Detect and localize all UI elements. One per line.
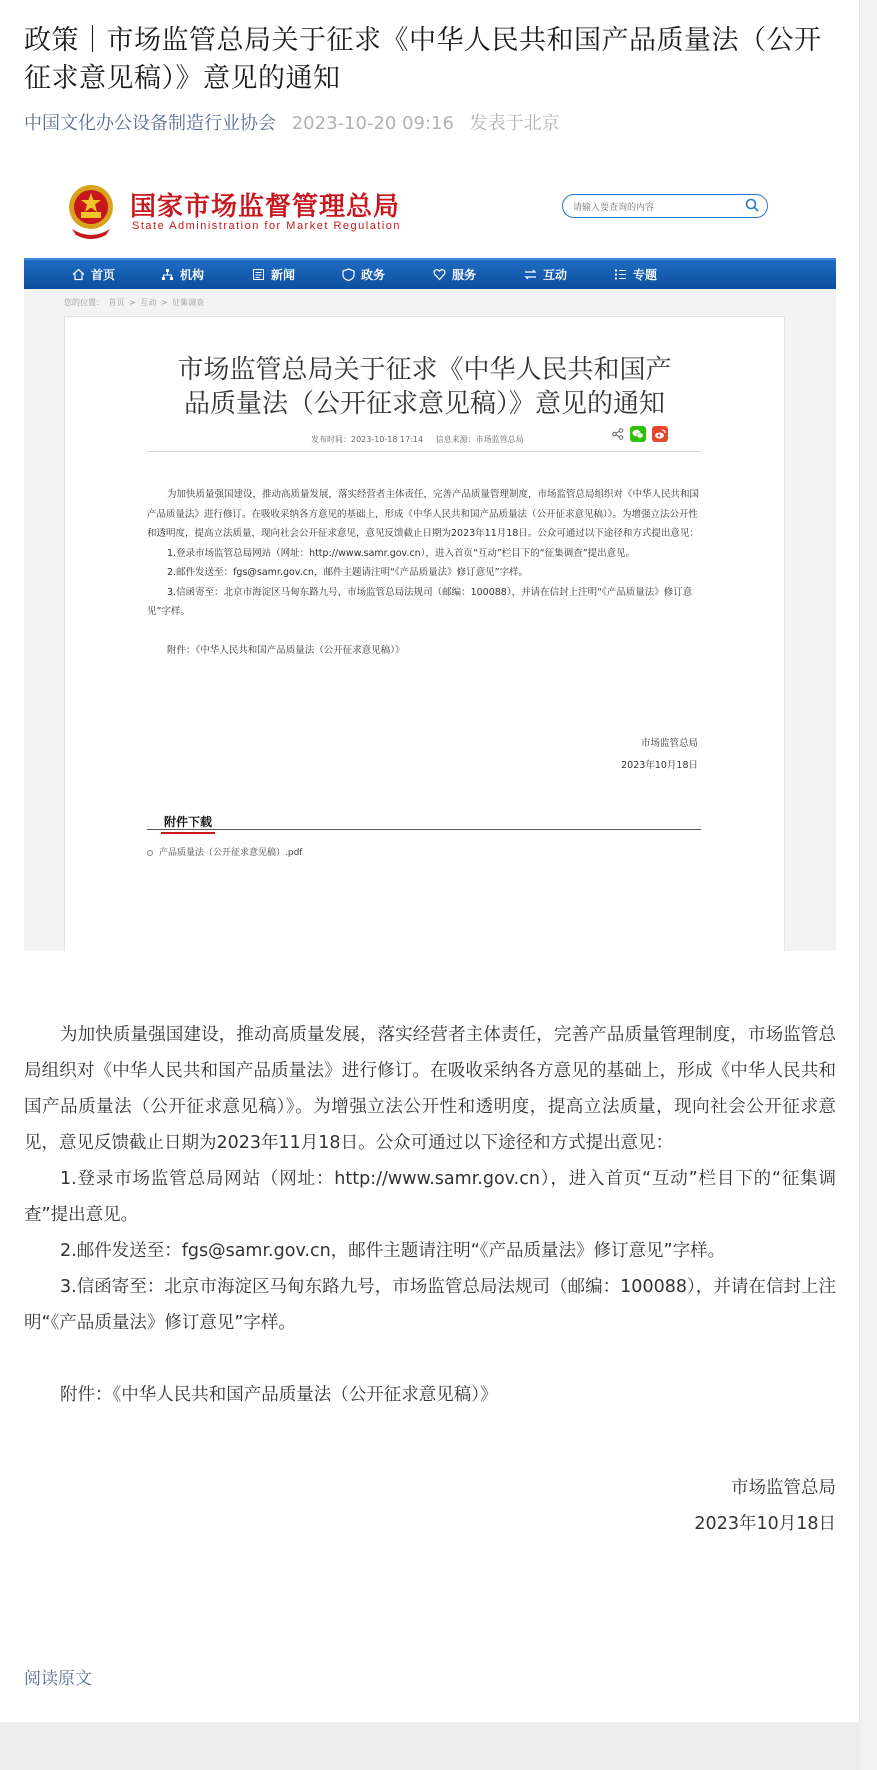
article-meta: [24, 112, 836, 136]
doc-date: 2023年10月18日: [621, 760, 698, 771]
doc-publish-time: 发布时间：2023-10-18 17:14: [311, 435, 424, 444]
doc-meta: [311, 434, 534, 445]
body-signature: [694, 1470, 836, 1542]
wechat-icon[interactable]: [630, 426, 646, 442]
nav-label: 首页: [91, 268, 116, 282]
site-name-cn: 国家市场监督管理总局: [130, 192, 401, 222]
topic-icon: [614, 268, 627, 281]
doc-paragraph: 2.邮件发送至：fgs@samr.gov.cn，邮件主题请注明“《产品质量法》修订意见”字样。: [167, 567, 529, 578]
site-search-input[interactable]: [571, 196, 745, 218]
site-nav: [24, 258, 836, 289]
service-icon: [433, 268, 446, 281]
download-heading: 附件下载: [161, 813, 215, 834]
body-paragraph: 为加快质量强国建设，推动高质量发展，落实经营者主体责任，完善产品质量管理制度，市场监管总局组织对《中华人民共和国产品质量法》进行修订。在吸收采纳各方意见的基础上，形成《中华人民共和国产品质量法（公开征求意见稿）》。为增强立法公开性和透明度，提高立法质量，现向社会公开征求意见，意见反馈截止日期为2023年11月18日。公众可通过以下途径和方式提出意见：: [24, 1025, 836, 1153]
publish-location: 发表于北京: [469, 113, 560, 134]
breadcrumb-sep: >: [129, 298, 136, 307]
body-paragraph: 3.信函寄至：北京市海淀区马甸东路九号，市场监管总局法规司（邮编：100088），并请在信封上注明“《产品质量法》修订意见”字样。: [24, 1277, 836, 1333]
download-item[interactable]: [147, 845, 302, 858]
embedded-screenshot[interactable]: [24, 150, 836, 951]
bullet-icon: [147, 850, 153, 856]
download-divider: [147, 829, 701, 830]
publish-time: 2023-10-20 09:16: [291, 113, 454, 134]
interact-icon: [524, 268, 537, 281]
read-original-link[interactable]: 阅读原文: [24, 1669, 92, 1689]
doc-panel: [64, 316, 785, 951]
body-paragraph: 2.邮件发送至：fgs@samr.gov.cn，邮件主题请注明“《产品质量法》修订意见”字样。: [60, 1241, 726, 1261]
news-icon: [252, 268, 265, 281]
breadcrumb-current[interactable]: 征集调查: [172, 298, 205, 307]
breadcrumb-home[interactable]: 首页: [108, 298, 125, 307]
search-icon[interactable]: [745, 198, 759, 212]
doc-divider: [147, 451, 701, 452]
breadcrumb-interact[interactable]: 互动: [140, 298, 157, 307]
nav-label: 互动: [543, 268, 568, 282]
nav-label: 服务: [452, 268, 477, 282]
nav-item-home[interactable]: [72, 266, 115, 283]
breadcrumb: [64, 297, 206, 308]
doc-title-text: 市场监管总局关于征求《中华人民共和国产品质量法（公开征求意见稿）》意见的通知: [177, 355, 672, 419]
doc-source: 信息来源：市场监管总局: [435, 435, 524, 444]
nav-item-gov[interactable]: [342, 266, 385, 283]
doc-paragraph: 为加快质量强国建设，推动高质量发展，落实经营者主体责任，完善产品质量管理制度，市场监管总局组织对《中华人民共和国产品质量法》进行修订。在吸收采纳各方意见的基础上，形成《中华人民共和国产品质量法（公开征求意见稿）》。为增强立法公开性和透明度，提高立法质量，现向社会公开征求意见，意见反馈截止日期为2023年11月18日。公众可通过以下途径和方式提出意见：: [147, 489, 700, 539]
doc-paragraph: 3.信函寄至：北京市海淀区马甸东路九号，市场监管总局法规司（邮编：100088），并请在信封上注明“《产品质量法》修订意见”字样。: [147, 586, 693, 617]
nav-item-news[interactable]: [252, 266, 295, 283]
body-attachment-line: 附件：《中华人民共和国产品质量法（公开征求意见稿）》: [60, 1385, 498, 1405]
doc-paragraph: 1.登录市场监管总局网站（网址：http://www.samr.gov.cn），进入首页“互动”栏目下的“征集调查”提出意见。: [167, 547, 636, 559]
nav-label: 新闻: [271, 268, 296, 282]
national-emblem-icon: [66, 183, 116, 239]
site-name-en: State Administration for Market Regulation: [132, 220, 402, 232]
site-search-box[interactable]: [562, 194, 768, 218]
scrollbar[interactable]: [859, 0, 877, 1770]
nav-item-service[interactable]: [433, 266, 476, 283]
nav-item-interact[interactable]: [524, 266, 567, 283]
doc-title: [65, 353, 784, 421]
weibo-icon[interactable]: [652, 426, 668, 442]
article-header: [24, 0, 836, 136]
home-icon: [72, 268, 85, 281]
breadcrumb-sep: >: [160, 298, 168, 307]
body-paragraph: 1.登录市场监管总局网站（网址：http://www.samr.gov.cn），进入首页“互动”栏目下的“征集调查”提出意见。: [24, 1169, 836, 1225]
article-title: 政策｜市场监管总局关于征求《中华人民共和国产品质量法（公开征求意见稿）》意见的通知: [24, 25, 822, 94]
nav-item-org[interactable]: [161, 266, 204, 283]
gov-icon: [342, 268, 355, 281]
spacer: [24, 1341, 836, 1377]
doc-attachment-line: 附件：《中华人民共和国产品质量法（公开征求意见稿）》: [167, 644, 405, 656]
samr-header: [24, 150, 836, 258]
download-link[interactable]: 产品质量法（公开征求意见稿）.pdf: [159, 848, 303, 858]
doc-signature: [621, 733, 698, 777]
share-bar: [612, 426, 668, 442]
nav-label: 专题: [633, 268, 658, 282]
body-date: 2023年10月18日: [694, 1514, 836, 1534]
body-signer: 市场监管总局: [731, 1478, 836, 1498]
nav-label: 政务: [361, 268, 386, 282]
nav-label: 机构: [180, 268, 205, 282]
share-icon[interactable]: [612, 428, 624, 440]
nav-item-topic[interactable]: [614, 266, 657, 283]
article-body: [24, 1017, 836, 1413]
doc-body: [147, 485, 701, 660]
org-icon: [161, 268, 174, 281]
doc-signer: 市场监管总局: [640, 738, 698, 749]
author-link[interactable]: 中国文化办公设备制造行业协会: [24, 113, 276, 134]
breadcrumb-prefix: 您的位置：: [64, 298, 104, 307]
bottom-bar: [0, 1722, 860, 1770]
